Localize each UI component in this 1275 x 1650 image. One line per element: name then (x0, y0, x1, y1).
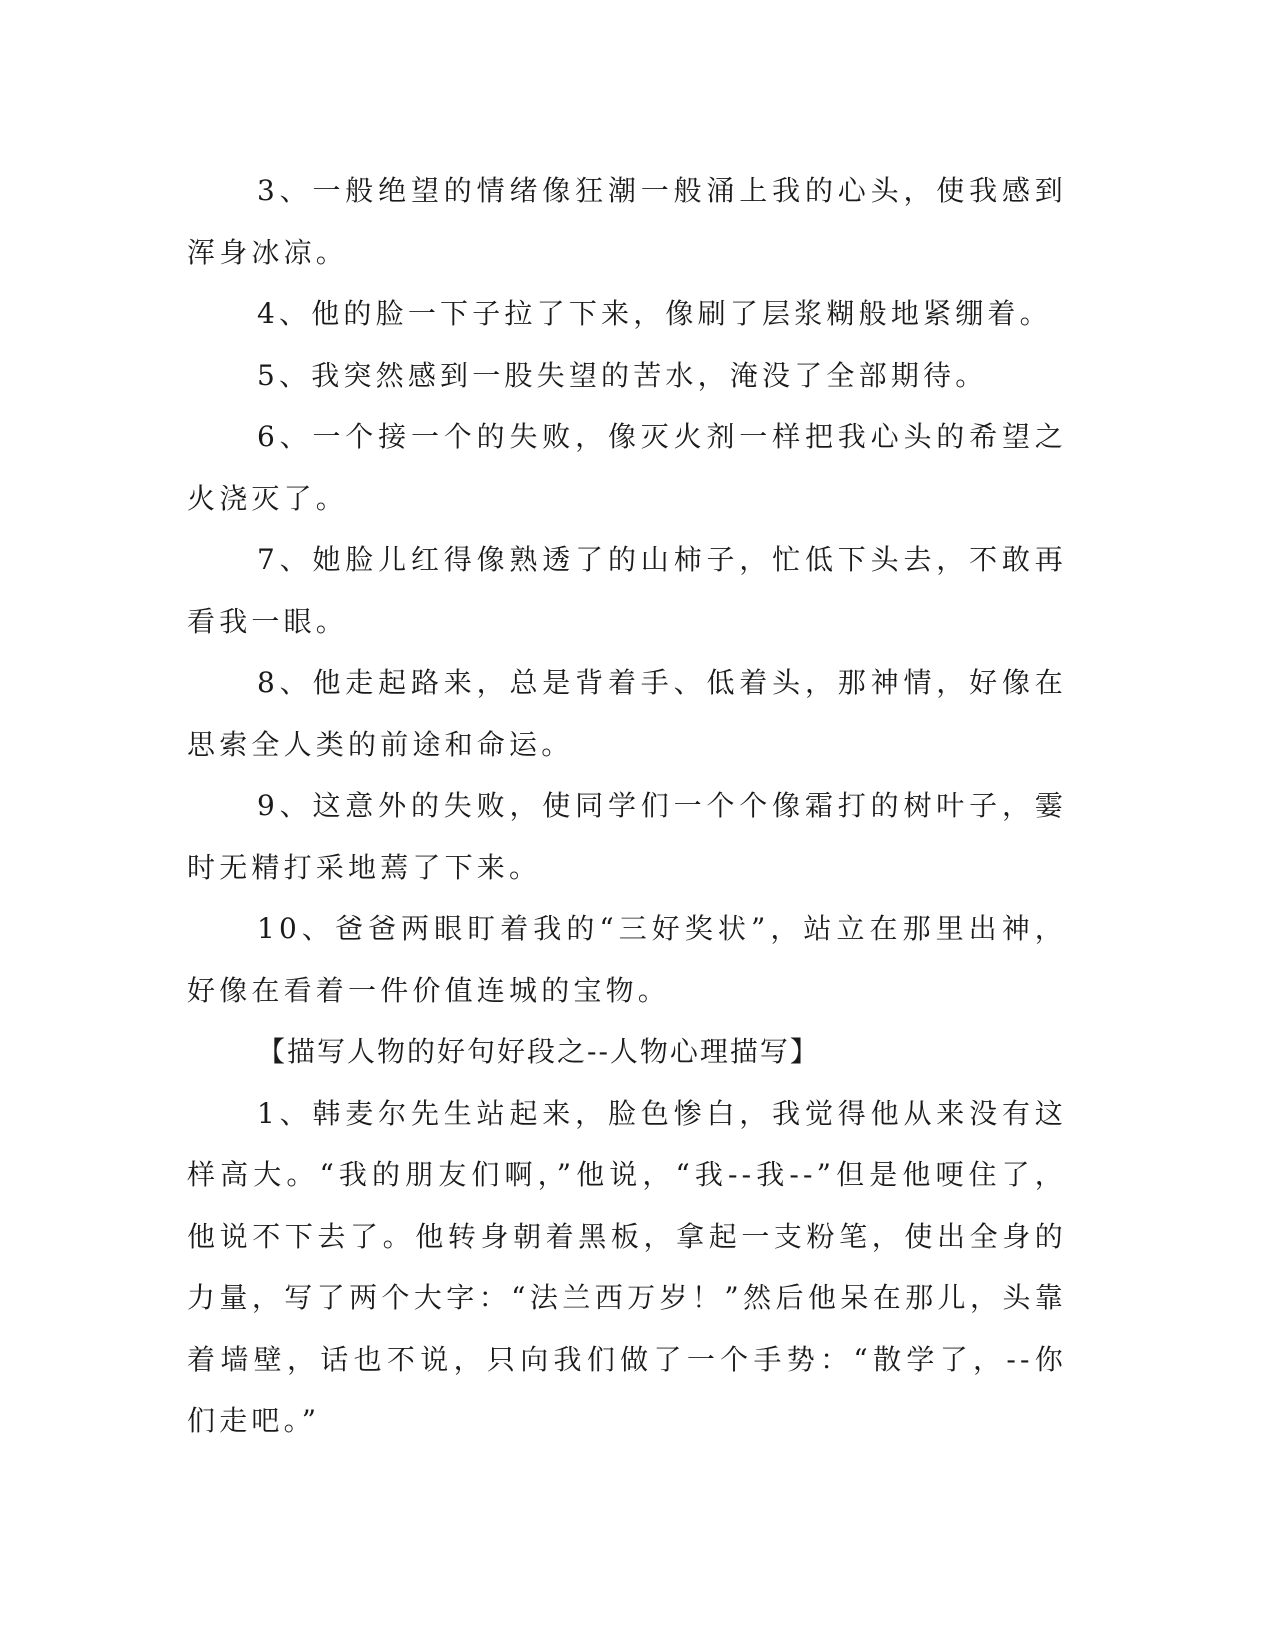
document-body (187, 160, 1067, 1452)
paragraph-item-9: 9、这意外的失败，使同学们一个个像霜打的树叶子，霎时无精打采地蔫了下来。 (187, 789, 1067, 884)
paragraph-item-3: 3、一般绝望的情绪像狂潮一般涌上我的心头，使我感到浑身冰凉。 (187, 174, 1067, 269)
section-heading: 【描写人物的好句好段之--人物心理描写】 (257, 1035, 820, 1068)
section-paragraph-1: 1、韩麦尔先生站起来，脸色惨白，我觉得他从来没有这样高大。“我的朋友们啊，”他说，“我--我--”但是他哽住了，他说不下去了。他转身朝着黑板，拿起一支粉笔，使出全身的力量，写了两个大字：“法兰西万岁！”然后他呆在那儿，头靠着墙壁，话也不说，只向我们做了一个手势：“散学了，--你们走吧。” (187, 1096, 1067, 1437)
paragraph-item-6: 6、一个接一个的失败，像灭火剂一样把我心头的希望之火浇灭了。 (187, 420, 1067, 515)
paragraph-item-7: 7、她脸儿红得像熟透了的山柿子，忙低下头去，不敢再看我一眼。 (187, 543, 1067, 638)
paragraph-item-4: 4、他的脸一下子拉了下来，像刷了层浆糊般地紧绷着。 (257, 297, 1052, 330)
paragraph-item-10: 10、爸爸两眼盯着我的“三好奖状”，站立在那里出神，好像在看着一件价值连城的宝物。 (187, 912, 1067, 1007)
paragraph-item-5: 5、我突然感到一股失望的苦水，淹没了全部期待。 (257, 358, 988, 392)
paragraph-item-8: 8、他走起路来，总是背着手、低着头，那神情，好像在思索全人类的前途和命运。 (187, 666, 1067, 761)
